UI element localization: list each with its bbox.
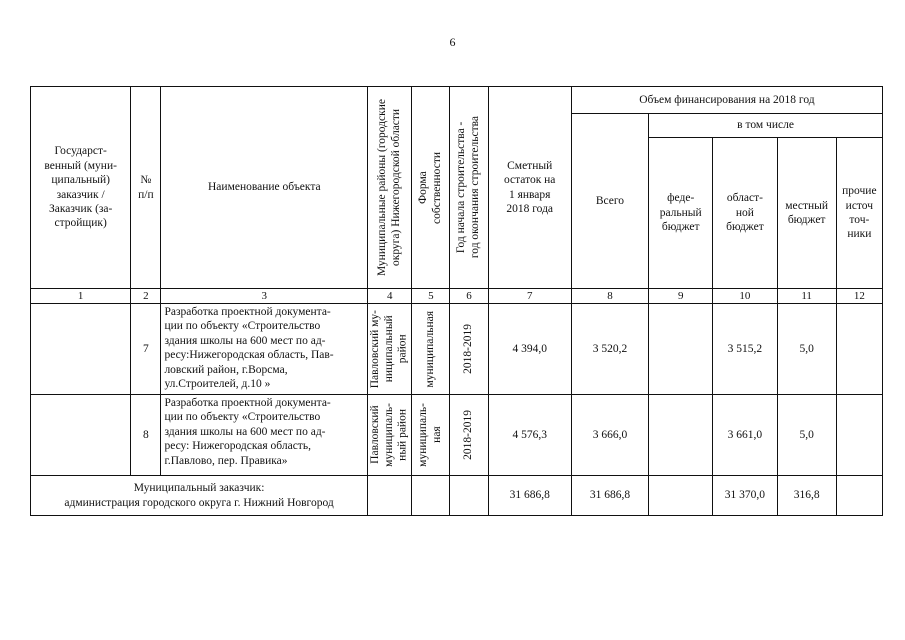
cell-district-text: Павловский муниципаль- ный район [369,403,409,467]
cell-ownership [412,395,450,476]
column-number: 8 [571,289,648,304]
cell-object-name: Разработка проектной документа- ции по объекту «Строительство здания школы на 600 мест по ад- ресу:Нижегородская область, Пав- ловский район, г.Ворсма, ул.Строителей, д.10 » [161,304,368,395]
summary-years [450,476,488,516]
cell-district [368,395,412,476]
cell-years-text: 2018-2019 [462,410,475,460]
header-other: прочие источ точ- ники [836,138,882,289]
header-ownership-text: Форма собственности [417,151,443,224]
summary-regional: 31 370,0 [713,476,777,516]
column-number: 4 [368,289,412,304]
column-number: 6 [450,289,488,304]
header-years-text: Год начала строительства - год окончания строительства [455,116,481,259]
cell-years-text: 2018-2019 [462,324,475,374]
cell-other [836,395,882,476]
cell-ownership-text: муниципальная [423,310,436,388]
column-number: 2 [131,289,161,304]
column-number: 1 [31,289,131,304]
financing-table [30,86,883,516]
column-number: 9 [649,289,713,304]
cell-federal [649,395,713,476]
cell-ownership [412,304,450,395]
header-local: местный бюджет [777,138,836,289]
cell-years [450,304,488,395]
cell-object-name: Разработка проектной документа- ции по объекту «Строительство здания школы на 600 мест по ад- ресу: Нижегородская область, г.Павлово, пер. Правика» [161,395,368,476]
header-ownership [412,87,450,289]
cell-federal [649,304,713,395]
column-number: 7 [488,289,571,304]
cell-district-text: Павловский му- ниципальный район [369,309,409,389]
cell-balance: 4 576,3 [488,395,571,476]
table-row [31,304,883,395]
header-funding: Объем финансирования на 2018 год [571,87,882,114]
header-customer: Государст- венный (муни- ципальный) заказчик / Заказчик (за- стройщик) [31,87,131,289]
cell-total: 3 520,2 [571,304,648,395]
summary-federal [649,476,713,516]
column-number: 3 [161,289,368,304]
summary-total: 31 686,8 [571,476,648,516]
cell-district [368,304,412,395]
cell-years [450,395,488,476]
cell-local: 5,0 [777,304,836,395]
column-number: 5 [412,289,450,304]
header-years [450,87,488,289]
summary-district [368,476,412,516]
summary-local: 316,8 [777,476,836,516]
header-districts [368,87,412,289]
header-regional: област- ной бюджет [713,138,777,289]
header-num: № п/п [131,87,161,289]
page-number: 6 [449,35,456,49]
column-number: 11 [777,289,836,304]
header-total: Всего [571,114,648,289]
cell-customer [31,395,131,476]
column-number: 12 [836,289,882,304]
summary-balance: 31 686,8 [488,476,571,516]
cell-regional: 3 515,2 [713,304,777,395]
summary-label: Муниципальный заказчик: администрация городского округа г. Нижний Новгород [31,476,368,516]
table-row [31,395,883,476]
cell-other [836,304,882,395]
header-federal: феде- ральный бюджет [649,138,713,289]
header-object-name: Наименование объекта [161,87,368,289]
cell-num: 7 [131,304,161,395]
cell-customer [31,304,131,395]
cell-ownership-text: муниципаль- ная [417,403,443,467]
header-estimated-balance: Сметный остаток на 1 января 2018 года [488,87,571,289]
column-number: 10 [713,289,777,304]
column-number-row [31,289,883,304]
header-districts-text: Муниципальные районы (городские округа) Нижегородской области [375,98,402,276]
header-including: в том числе [649,114,883,138]
cell-regional: 3 661,0 [713,395,777,476]
summary-row [31,476,883,516]
summary-ownership [412,476,450,516]
summary-other [836,476,882,516]
cell-balance: 4 394,0 [488,304,571,395]
cell-local: 5,0 [777,395,836,476]
cell-total: 3 666,0 [571,395,648,476]
cell-num: 8 [131,395,161,476]
header-row-1 [31,87,883,114]
